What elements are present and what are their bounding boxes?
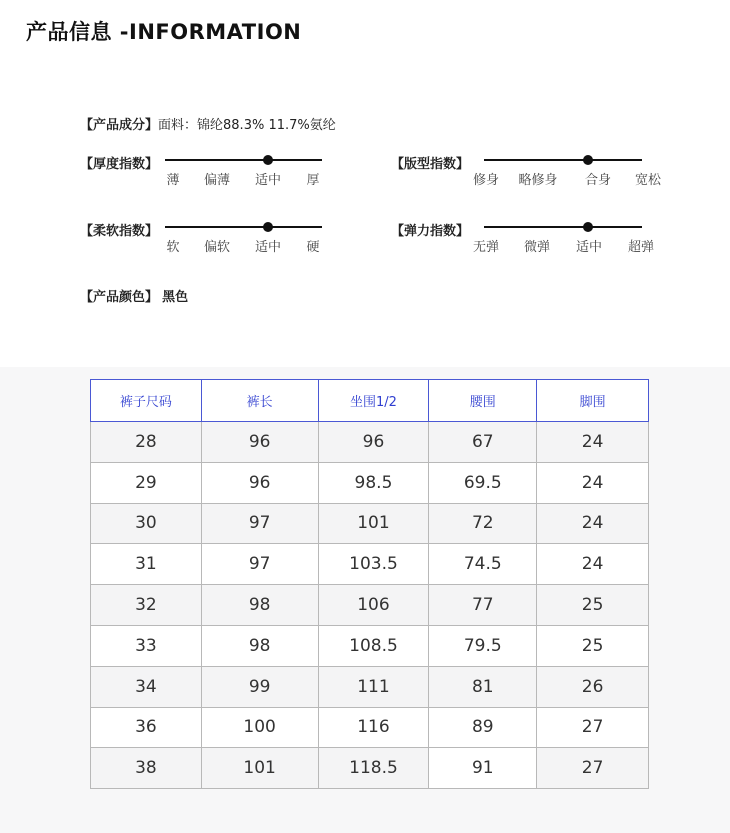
- waist-cell: 77: [429, 585, 537, 626]
- size-cell: 31: [91, 544, 202, 585]
- hip-cell: 96: [318, 422, 429, 463]
- hip-cell: 103.5: [318, 544, 429, 585]
- leg-opening-cell: 24: [537, 462, 649, 503]
- table-row: [91, 748, 649, 789]
- table-row: [91, 625, 649, 666]
- leg-opening-cell: 27: [537, 707, 649, 748]
- length-cell: 98: [201, 585, 318, 626]
- length-cell: 100: [201, 707, 318, 748]
- table-row: [91, 462, 649, 503]
- fit-tick: 略修身: [518, 173, 558, 188]
- table-row: [91, 585, 649, 626]
- elasticity-indicator-dot: [583, 222, 593, 232]
- table-row: [91, 544, 649, 585]
- waist-cell: 81: [429, 666, 537, 707]
- softness-label: 【柔软指数】: [80, 224, 159, 239]
- header-length: 裤长: [201, 380, 318, 422]
- thickness-tick: 偏薄: [203, 173, 231, 188]
- elasticity-label: 【弹力指数】: [391, 224, 470, 239]
- elasticity-scale-line: [484, 226, 642, 228]
- elasticity-tick: 适中: [575, 240, 603, 255]
- length-cell: 96: [201, 462, 318, 503]
- softness-scale-line: [165, 226, 322, 228]
- waist-cell: 69.5: [429, 462, 537, 503]
- length-cell: 101: [201, 748, 318, 789]
- table-row: [91, 503, 649, 544]
- size-cell: 29: [91, 462, 202, 503]
- thickness-tick: 厚: [306, 173, 320, 188]
- thickness-scale-line: [165, 159, 322, 161]
- size-table-body: [91, 422, 649, 789]
- size-cell: 33: [91, 625, 202, 666]
- hip-cell: 106: [318, 585, 429, 626]
- thickness-indicator-dot: [263, 155, 273, 165]
- leg-opening-cell: 24: [537, 422, 649, 463]
- composition-row: [80, 114, 336, 133]
- size-cell: 38: [91, 748, 202, 789]
- size-cell: 28: [91, 422, 202, 463]
- fit-indicator-dot: [583, 155, 593, 165]
- hip-cell: 118.5: [318, 748, 429, 789]
- leg-opening-cell: 25: [537, 625, 649, 666]
- softness-tick: 适中: [254, 240, 282, 255]
- length-cell: 99: [201, 666, 318, 707]
- waist-cell: 79.5: [429, 625, 537, 666]
- waist-cell: 72: [429, 503, 537, 544]
- hip-cell: 108.5: [318, 625, 429, 666]
- length-cell: 96: [201, 422, 318, 463]
- elasticity-tick: 无弹: [472, 240, 500, 255]
- composition-label: 【产品成分】: [80, 118, 159, 133]
- length-cell: 98: [201, 625, 318, 666]
- fit-tick: 合身: [584, 173, 612, 188]
- elasticity-tick: 超弹: [627, 240, 655, 255]
- page-title: 产品信息 -INFORMATION: [26, 20, 302, 44]
- softness-indicator-dot: [263, 222, 273, 232]
- size-cell: 30: [91, 503, 202, 544]
- softness-tick: 软: [166, 240, 180, 255]
- header-size: 裤子尺码: [91, 380, 202, 422]
- hip-cell: 111: [318, 666, 429, 707]
- size-table-header-row: [91, 380, 649, 422]
- length-cell: 97: [201, 503, 318, 544]
- hip-cell: 101: [318, 503, 429, 544]
- waist-cell: 74.5: [429, 544, 537, 585]
- size-cell: 34: [91, 666, 202, 707]
- thickness-tick: 薄: [166, 173, 180, 188]
- softness-tick: 硬: [306, 240, 320, 255]
- table-row: [91, 422, 649, 463]
- waist-cell: 91: [429, 748, 537, 789]
- hip-cell: 98.5: [318, 462, 429, 503]
- hip-cell: 116: [318, 707, 429, 748]
- length-cell: 97: [201, 544, 318, 585]
- size-table: [90, 379, 649, 789]
- header-hip: 坐围1/2: [318, 380, 429, 422]
- color-value: 黑色: [162, 290, 189, 305]
- leg-opening-cell: 24: [537, 503, 649, 544]
- thickness-label: 【厚度指数】: [80, 157, 159, 172]
- waist-cell: 89: [429, 707, 537, 748]
- table-row: [91, 666, 649, 707]
- size-cell: 36: [91, 707, 202, 748]
- softness-tick: 偏软: [203, 240, 231, 255]
- elasticity-tick: 微弹: [523, 240, 551, 255]
- fit-scale-line: [484, 159, 642, 161]
- size-cell: 32: [91, 585, 202, 626]
- thickness-tick: 适中: [254, 173, 282, 188]
- leg-opening-cell: 27: [537, 748, 649, 789]
- waist-cell: 67: [429, 422, 537, 463]
- color-label: 【产品颜色】: [80, 290, 159, 305]
- table-row: [91, 707, 649, 748]
- header-leg-opening: 脚围: [537, 380, 649, 422]
- header-waist: 腰围: [429, 380, 537, 422]
- leg-opening-cell: 24: [537, 544, 649, 585]
- composition-value: 面料：锦纶88.3% 11.7%氨纶: [158, 118, 336, 133]
- fit-label: 【版型指数】: [391, 157, 470, 172]
- fit-tick: 宽松: [634, 173, 662, 188]
- leg-opening-cell: 25: [537, 585, 649, 626]
- fit-tick: 修身: [472, 173, 500, 188]
- color-row: [80, 286, 188, 305]
- leg-opening-cell: 26: [537, 666, 649, 707]
